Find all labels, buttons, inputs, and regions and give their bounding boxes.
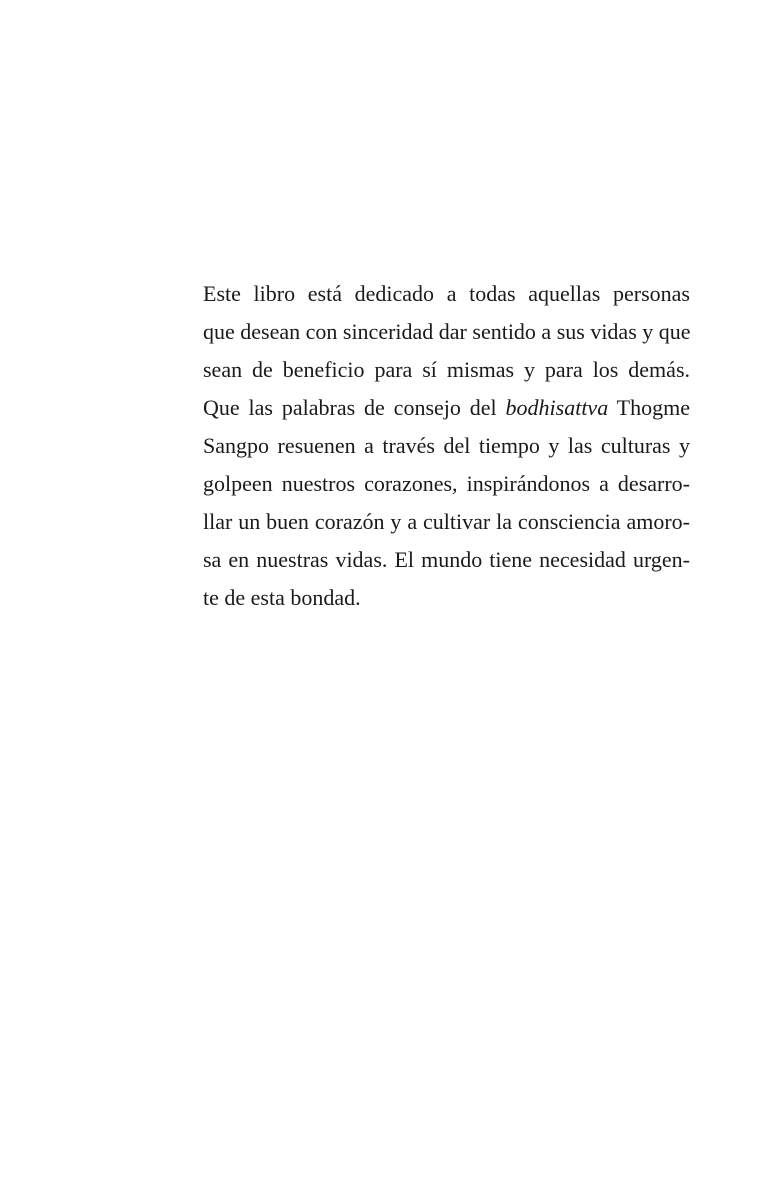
dedication-line: te de esta bondad. xyxy=(203,585,361,610)
dedication-line: golpeen nuestros corazones, inspirándonos a desarro- xyxy=(203,471,690,496)
dedication-line: sean de beneficio para sí mismas y para los demás. xyxy=(203,357,690,382)
dedication-line: Este libro está dedicado a todas aquellas personas xyxy=(203,281,690,306)
italic-term: bodhisattva xyxy=(505,395,609,420)
line-text: Thogme xyxy=(608,395,691,420)
dedication-line: que desean con sinceridad dar sentido a sus vidas y que xyxy=(203,319,691,344)
dedication-line: llar un buen corazón y a cultivar la consciencia amoro- xyxy=(203,509,690,534)
dedication-line: sa en nuestras vidas. El mundo tiene necesidad urgen- xyxy=(203,547,690,572)
dedication-line: Sangpo resuenen a través del tiempo y las culturas y xyxy=(203,433,690,458)
line-text: Que las palabras de consejo del xyxy=(203,395,506,420)
dedication-paragraph xyxy=(203,275,690,617)
dedication-line xyxy=(203,389,690,427)
